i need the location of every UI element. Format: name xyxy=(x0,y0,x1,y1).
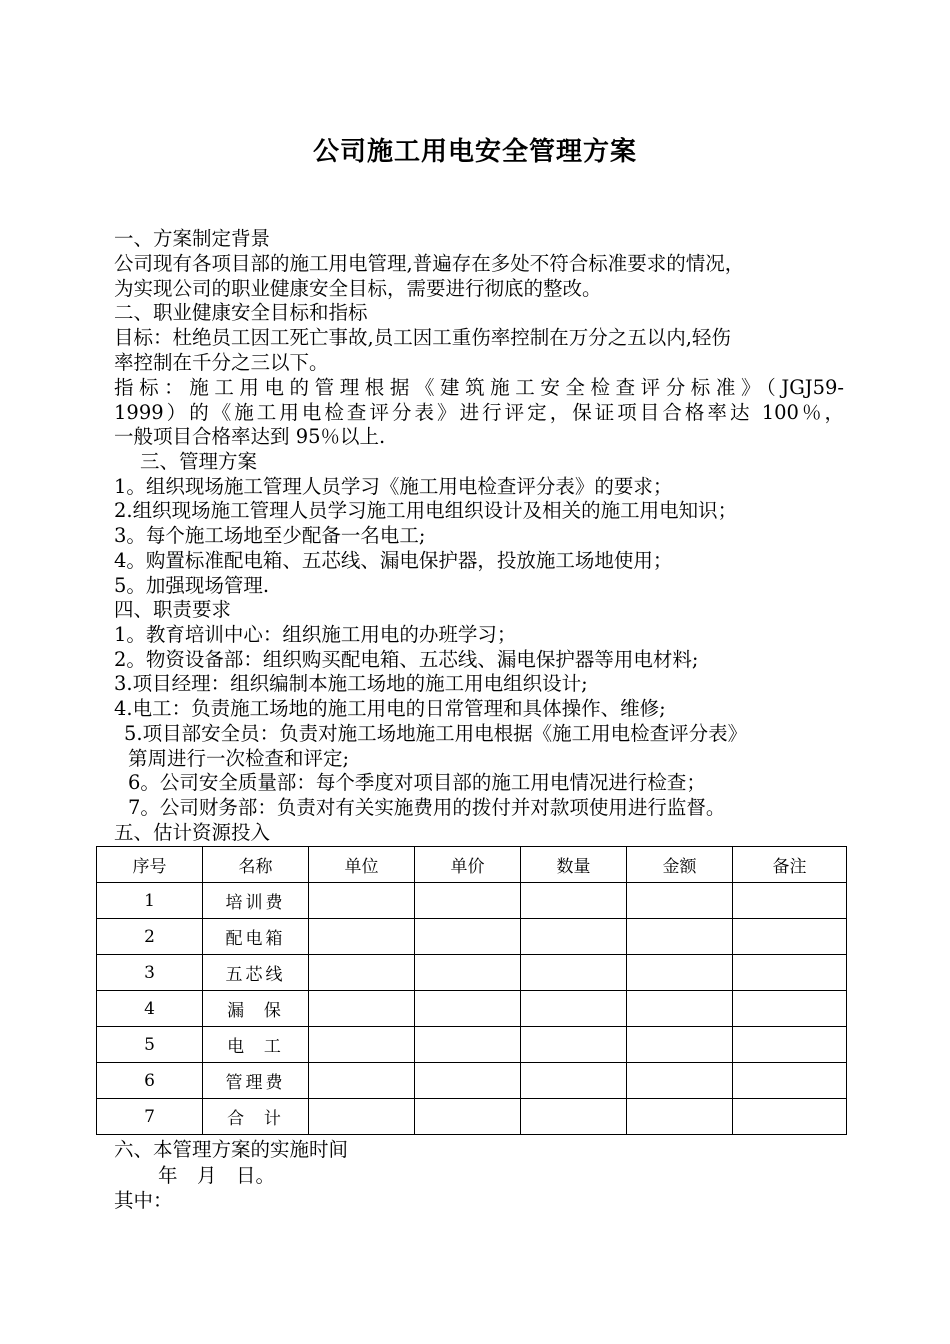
cell-empty xyxy=(627,919,733,955)
cell-index: 1 xyxy=(97,883,203,919)
cell-empty xyxy=(627,883,733,919)
section-1-paragraph-line: 公司现有各项目部的施工用电管理,普遍存在多处不符合标准要求的情况， xyxy=(114,252,745,275)
cell-empty xyxy=(733,1063,847,1099)
cell-empty xyxy=(733,1027,847,1063)
cell-empty xyxy=(521,1063,627,1099)
header-unit-price: 单价 xyxy=(415,847,521,883)
cell-name: 五芯线 xyxy=(203,955,309,991)
cell-empty xyxy=(309,1027,415,1063)
list-item: 2.组织现场施工管理人员学习施工用电组织设计及相关的施工用电知识； xyxy=(114,499,738,522)
header-remarks: 备注 xyxy=(733,847,847,883)
cell-index: 4 xyxy=(97,991,203,1027)
list-item: 5。加强现场管理. xyxy=(114,574,270,597)
cell-empty xyxy=(415,883,521,919)
cell-empty xyxy=(309,1099,415,1135)
cell-empty xyxy=(627,1063,733,1099)
cell-index: 2 xyxy=(97,919,203,955)
cell-empty xyxy=(733,883,847,919)
header-name: 名称 xyxy=(203,847,309,883)
list-item: 6。公司安全质量部：每个季度对项目部的施工用电情况进行检查； xyxy=(128,771,706,794)
list-item: 3.项目经理：组织编制本施工场地的施工用电组织设计; xyxy=(114,672,588,695)
cell-empty xyxy=(415,1027,521,1063)
list-item: 7。公司财务部：负责对有关实施费用的拨付并对款项使用进行监督。 xyxy=(128,796,726,819)
header-index: 序号 xyxy=(97,847,203,883)
list-item: 4.电工：负责施工场地的施工用电的日常管理和具体操作、维修; xyxy=(114,697,666,720)
cell-empty xyxy=(521,991,627,1027)
cell-empty xyxy=(309,1063,415,1099)
table-row xyxy=(97,919,847,955)
list-item: 4。购置标准配电箱、五芯线、漏电保护器，投放施工场地使用； xyxy=(114,549,673,572)
cell-empty xyxy=(733,991,847,1027)
cell-empty xyxy=(521,1027,627,1063)
table-row xyxy=(97,955,847,991)
header-amount: 金额 xyxy=(627,847,733,883)
section-2-indicator-line: 一般项目合格率达到 95％以上. xyxy=(114,425,386,448)
cell-empty xyxy=(415,1099,521,1135)
list-item: 5.项目部安全员：负责对施工场地施工用电根据《施工用电检查评分表》 xyxy=(124,722,748,745)
cell-empty xyxy=(733,1099,847,1135)
header-quantity: 数量 xyxy=(521,847,627,883)
list-item: 1。组织现场施工管理人员学习《施工用电检查评分表》的要求； xyxy=(114,475,673,498)
cell-empty xyxy=(521,1099,627,1135)
cell-index: 3 xyxy=(97,955,203,991)
cell-empty xyxy=(521,955,627,991)
header-unit: 单位 xyxy=(309,847,415,883)
cell-empty xyxy=(415,919,521,955)
cell-index: 6 xyxy=(97,1063,203,1099)
cell-empty xyxy=(309,991,415,1027)
cell-empty xyxy=(415,1063,521,1099)
implementation-date: 年 月 日。 xyxy=(158,1164,276,1187)
cell-name: 漏 保 xyxy=(203,991,309,1027)
table-row xyxy=(97,1099,847,1135)
cell-name: 管理费 xyxy=(203,1063,309,1099)
list-item: 2。物资设备部：组织购买配电箱、五芯线、漏电保护器等用电材料; xyxy=(114,648,699,671)
section-1-heading: 一、方案制定背景 xyxy=(114,227,271,250)
section-1-paragraph-line: 为实现公司的职业健康安全目标，需要进行彻底的整改。 xyxy=(114,277,602,300)
cell-name: 配电箱 xyxy=(203,919,309,955)
section-2-indicator-line: 1999）的《施工用电检查评分表》进行评定，保证项目合格率达 100％， xyxy=(114,401,844,424)
note-label: 其中： xyxy=(114,1189,173,1212)
cell-empty xyxy=(309,883,415,919)
cell-index: 5 xyxy=(97,1027,203,1063)
cell-name: 电 工 xyxy=(203,1027,309,1063)
table-row xyxy=(97,1063,847,1099)
table-header-row xyxy=(97,847,847,883)
list-item: 3。每个施工场地至少配备一名电工; xyxy=(114,524,426,547)
section-2-indicator-line: 指标：施工用电的管理根据《建筑施工安全检查评分标准》（JGJ59- xyxy=(114,376,844,399)
cell-empty xyxy=(415,955,521,991)
list-item-continuation: 第周进行一次检查和评定; xyxy=(128,747,350,770)
section-4-heading: 四、职责要求 xyxy=(114,598,232,621)
document-title: 公司施工用电安全管理方案 xyxy=(312,137,637,167)
cell-empty xyxy=(733,955,847,991)
cell-empty xyxy=(521,919,627,955)
cell-empty xyxy=(415,991,521,1027)
cell-empty xyxy=(309,919,415,955)
section-5-heading: 五、估计资源投入 xyxy=(114,821,271,844)
list-item: 1。教育培训中心：组织施工用电的办班学习； xyxy=(114,623,517,646)
resource-table xyxy=(96,846,847,1135)
table-row xyxy=(97,991,847,1027)
cell-empty xyxy=(627,1027,733,1063)
section-2-goal-line: 率控制在千分之三以下。 xyxy=(114,351,329,374)
table-row xyxy=(97,883,847,919)
section-6-heading: 六、本管理方案的实施时间 xyxy=(114,1138,349,1161)
cell-name: 培训费 xyxy=(203,883,309,919)
cell-empty xyxy=(627,1099,733,1135)
cell-index: 7 xyxy=(97,1099,203,1135)
cell-empty xyxy=(309,955,415,991)
cell-empty xyxy=(521,883,627,919)
cell-empty xyxy=(733,919,847,955)
table-row xyxy=(97,1027,847,1063)
section-2-goal-line: 目标：杜绝员工因工死亡事故,员工因工重伤率控制在万分之五以内,轻伤 xyxy=(114,326,731,349)
cell-empty xyxy=(627,991,733,1027)
cell-empty xyxy=(627,955,733,991)
section-3-heading: 三、管理方案 xyxy=(140,450,258,473)
cell-name: 合 计 xyxy=(203,1099,309,1135)
section-2-heading: 二、职业健康安全目标和指标 xyxy=(114,301,368,324)
